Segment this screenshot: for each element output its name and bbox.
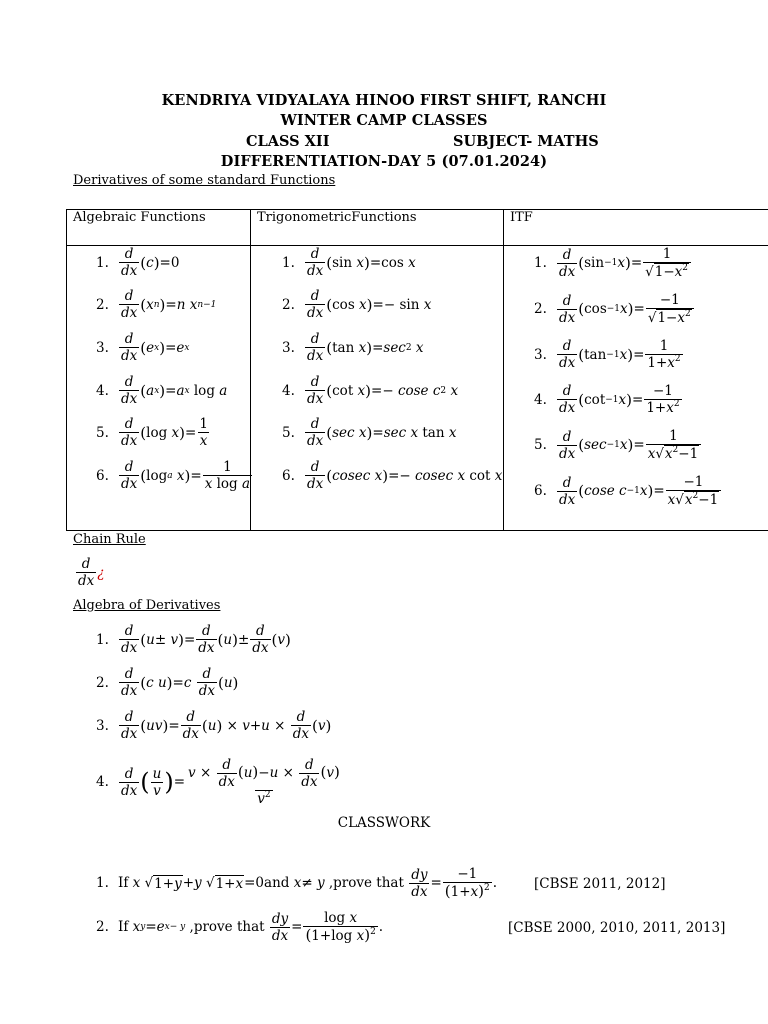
itf-formula-4: 4. $\frac{d}{dx}$ ( cot −1 x ) = $\frac{-1}{1+x^2}$	[534, 383, 680, 416]
school-name: KENDRIYA VIDYALAYA HINOO FIRST SHIFT, RANCHI	[161, 92, 607, 109]
topic-title: DIFFERENTIATION-DAY 5 (07.01.2024)	[220, 153, 548, 170]
itf-formula-6: 6. $\frac{d}{dx}$ ( cose c −1 x ) = $\frac{-1}{x√x^2-1}$	[534, 474, 722, 508]
itf-formula-3: 3. $\frac{d}{dx}$ ( tan −1 x ) = $\frac{1}{1+x^2}$	[534, 338, 681, 371]
alg-formula-6: 6. $\frac{d}{dx}$ ( log a x ) = $\frac{1}{\text{x log a}}$	[96, 459, 251, 492]
standard-derivatives-heading: Derivatives of some standard Functions	[73, 173, 336, 188]
algebra-rule-2: 2. $\frac{d}{dx}$ ( c u ) = c $\frac{d}{dx}$ ( u )	[96, 666, 239, 699]
chain-rule-heading: Chain Rule	[73, 532, 146, 547]
algebra-rule-1: 1. $\frac{d}{dx}$ ( u ± v ) = $\frac{d}{dx}$ ( u ) ± $\frac{d}{dx}$ ( v )	[96, 623, 291, 656]
trig-formula-6: 6. $\frac{d}{dx}$ ( cosec x ) =− cosec x cot x	[282, 459, 503, 492]
col-header-algebraic: Algebraic Functions	[73, 210, 206, 225]
trig-formula-4: 4. $\frac{d}{dx}$ ( cot x ) =− cose c 2 x	[282, 374, 459, 407]
col-header-trig: TrigonometricFunctions	[257, 210, 417, 225]
alg-formula-3: 3. $\frac{d}{dx}$ ( e x ) = e x	[96, 331, 190, 364]
algebra-derivatives-heading: Algebra of Derivatives	[73, 598, 221, 613]
col-header-itf: ITF	[510, 210, 533, 225]
itf-formula-1: 1. $\frac{d}{dx}$ ( sin −1 x ) = $\frac{1}{√1-x^2}$	[534, 246, 692, 280]
classwork-ref-2: [CBSE 2000, 2010, 2011, 2013]	[508, 920, 726, 936]
itf-formula-2: 2. $\frac{d}{dx}$ ( cos −1 x ) = $\frac{-1}{√1-x^2}$	[534, 292, 695, 326]
alg-formula-4: 4. $\frac{d}{dx}$ ( a x ) = a x log a	[96, 374, 228, 407]
algebra-rule-3: 3. $\frac{d}{dx}$ ( uv ) = $\frac{d}{dx}$ ( u ) × v + u × $\frac{d}{dx}$ ( v )	[96, 709, 332, 742]
algebra-rule-4: 4. $\frac{d}{dx}$ ( $\frac{u}{v}$ ) = v × $\frac{d}{dx}$ (u)−u × $\frac{d}{dx}$ (v) $v^2$	[96, 757, 340, 807]
trig-formula-3: 3. $\frac{d}{dx}$ ( tan x ) = sec 2 x	[282, 331, 424, 364]
chain-rule-formula: $\frac{d}{dx}$ ¿	[78, 556, 105, 589]
alg-formula-1: 1. $\frac{d}{dx}$ ( c ) =0	[96, 246, 180, 279]
classwork-ref-1: [CBSE 2011, 2012]	[534, 876, 666, 892]
camp-title: WINTER CAMP CLASSES	[280, 112, 488, 129]
trig-formula-1: 1. $\frac{d}{dx}$ ( sin x ) =cos x	[282, 246, 416, 279]
trig-formula-5: 5. $\frac{d}{dx}$ ( sec x ) = sec x tan x	[282, 416, 457, 449]
alg-formula-5: 5. $\frac{d}{dx}$ ( log x ) = $\frac{1}{x}$	[96, 416, 208, 449]
subject-label: SUBJECT- MATHS	[453, 133, 599, 150]
classwork-question-1: 1. If x √ 1+y + y √ 1+x =0 and x ≠ y ,prove that $\frac{dy}{dx}$ = $\frac{-1}{(1+x)^2}$ .	[96, 866, 498, 900]
alg-formula-2: 2. $\frac{d}{dx}$ ( x n ) = n x n−1	[96, 288, 217, 321]
class-label: CLASS XII	[246, 133, 330, 150]
itf-formula-5: 5. $\frac{d}{dx}$ ( sec −1 x ) = $\frac{1}{x√x^2-1}$	[534, 428, 702, 462]
classwork-title: CLASSWORK	[337, 815, 431, 831]
trig-formula-2: 2. $\frac{d}{dx}$ ( cos x ) =− sin x	[282, 288, 432, 321]
classwork-question-2: 2. If x y = e x− y ,prove that $\frac{dy}{dx}$ = $\frac{\text{log x}}{(1+\log x)^2}$ .	[96, 910, 384, 944]
